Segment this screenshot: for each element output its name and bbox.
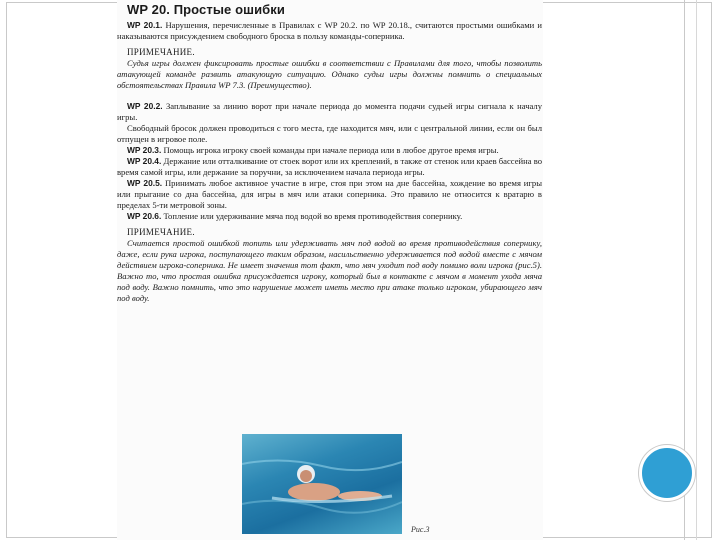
figure-caption: Рис.3 (411, 525, 430, 534)
rule-paragraph: WP 20.1. Нарушения, перечисленные в Правилах с WP 20.2. по WP 20.18., считаются простыми ошибками и наказываются присуждением свободного броска в пользу команды-соперника. (117, 20, 542, 41)
note-heading: ПРИМЕЧАНИЕ. (127, 47, 195, 57)
rule-paragraph: Свободный бросок должен проводиться с того места, где находится мяч, или с центральной линии, если он был отпущен в игровое поле. (117, 123, 542, 144)
note-text: Судья игры должен фиксировать простые ошибки в соответствии с Правилами для того, чтобы позволить атакующей команде развить атакующую ситуацию. Однако судьи игры должны помнить о специальных обстоятельствах Правила WP 7.3. (Преимущество). (117, 58, 542, 90)
rule-paragraph: WP 20.5. Принимать любое активное участие в игре, стоя при этом на дне бассейна, хождение во время игры или прыгание со дна бассейна, для игры в мяч или атаки соперника. Это правило не относится к вратарю в пределах 5-ти метровой зоны. (117, 178, 543, 210)
decorative-circle (639, 445, 695, 501)
frame-divider-secondary (696, 0, 697, 540)
rule-paragraph: WP 20.3. Помощь игрока игроку своей команды при начале периода или в любое другое время игры. (127, 145, 499, 155)
rule-paragraph: WP 20.4. Держание или отталкивание от стоек ворот или их креплений, в также от стенок или краев бассейна во время самой игры, или держание за поручни, за исключением начала периода игры. (117, 156, 542, 177)
water-polo-photo (242, 434, 402, 534)
note-heading: ПРИМЕЧАНИЕ. (127, 227, 195, 237)
page-title: WP 20. Простые ошибки (127, 2, 285, 17)
swimmer-illustration (242, 434, 402, 534)
rule-paragraph: WP 20.2. Заплывание за линию ворот при начале периода до момента подачи судьей игры сигнала к началу игры. (117, 101, 542, 122)
note-text: Считается простой ошибкой топить или удерживать мяч под водой во время противодействия сопернику, даже, если рука игрока, поступающего таким образом, насильственно удерживается под водой вместе с мячом действием игрока-соперника. Не имеет значения тот факт, что мяч уходит под воду помимо воли игрока (рис.5). Важно то, что простая ошибка присуждается игроку, который был в контакте с мячом в момент ухода мяча под воду. Важно помнить, что это нарушение может иметь место при атаке только игроком, убирающего мяч под воду. (117, 238, 542, 303)
page-content (117, 2, 542, 304)
rule-paragraph: WP 20.6. Топление или удерживание мяча под водой во время противодействия сопернику. (127, 211, 463, 221)
